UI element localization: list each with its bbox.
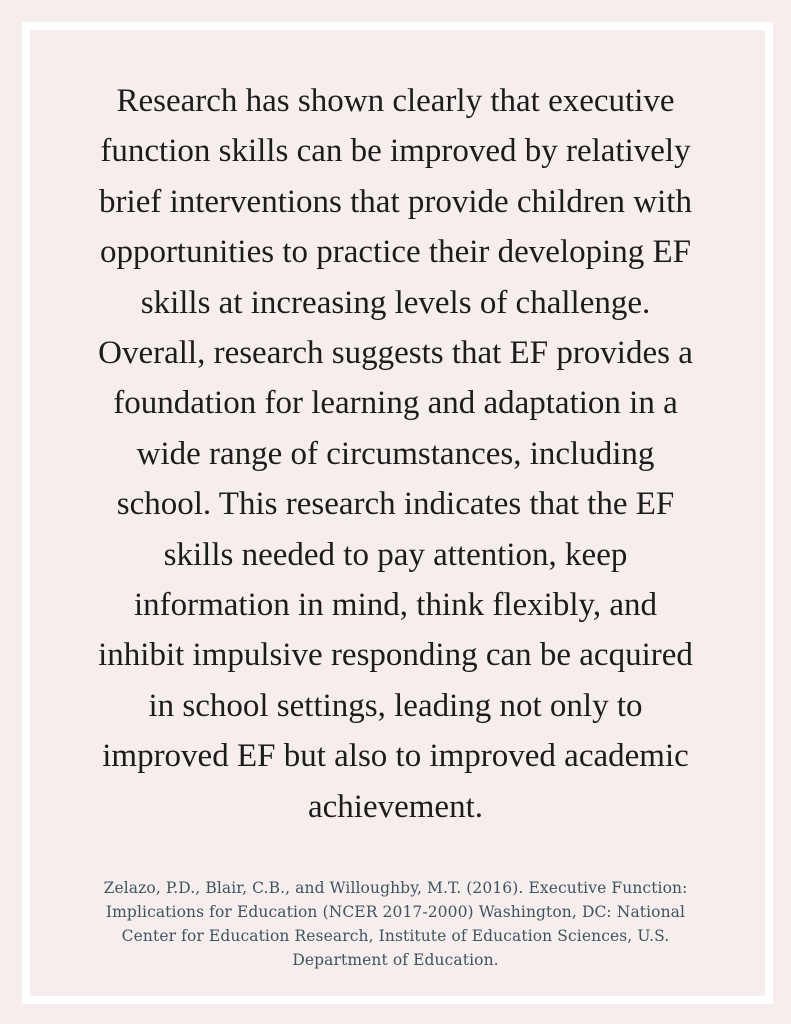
quote-line: information in mind, think flexibly, and (133, 587, 658, 624)
quote-line: opportunities to practice their developing EF (99, 234, 692, 271)
citation-line: Implications for Education (NCER 2017-2000) Washington, DC: National (105, 903, 686, 921)
quote-line: in school settings, leading not only to (148, 687, 643, 724)
quote-line: Overall, research suggests that EF provides a (98, 335, 693, 372)
quote-line: skills needed to pay attention, keep (163, 536, 628, 573)
quote-line: Research has shown clearly that executive (116, 83, 675, 119)
quote-line: brief interventions that provide children with (99, 183, 692, 220)
citation-line: Center for Education Research, Institute of Education Sciences, U.S. (121, 927, 670, 945)
quote-line: skills at increasing levels of challenge. (140, 284, 651, 321)
quote-line: wide range of circumstances, including (136, 435, 655, 472)
quote-line: achievement. (308, 788, 483, 825)
quote-text (40, 76, 751, 832)
quote-line: inhibit impulsive responding can be acquired (98, 637, 693, 674)
quote-line: function skills can be improved by relatively (100, 133, 691, 170)
quote-line: improved EF but also to improved academic (102, 738, 689, 775)
citation (40, 876, 751, 972)
quote-line: school. This research indicates that the EF (116, 486, 675, 523)
citation-line: Department of Education. (292, 951, 499, 969)
quote-line: foundation for learning and adaptation in a (113, 385, 678, 422)
citation-line: Zelazo, P.D., Blair, C.B., and Willoughby, M.T. (2016). Executive Function: (103, 879, 688, 897)
